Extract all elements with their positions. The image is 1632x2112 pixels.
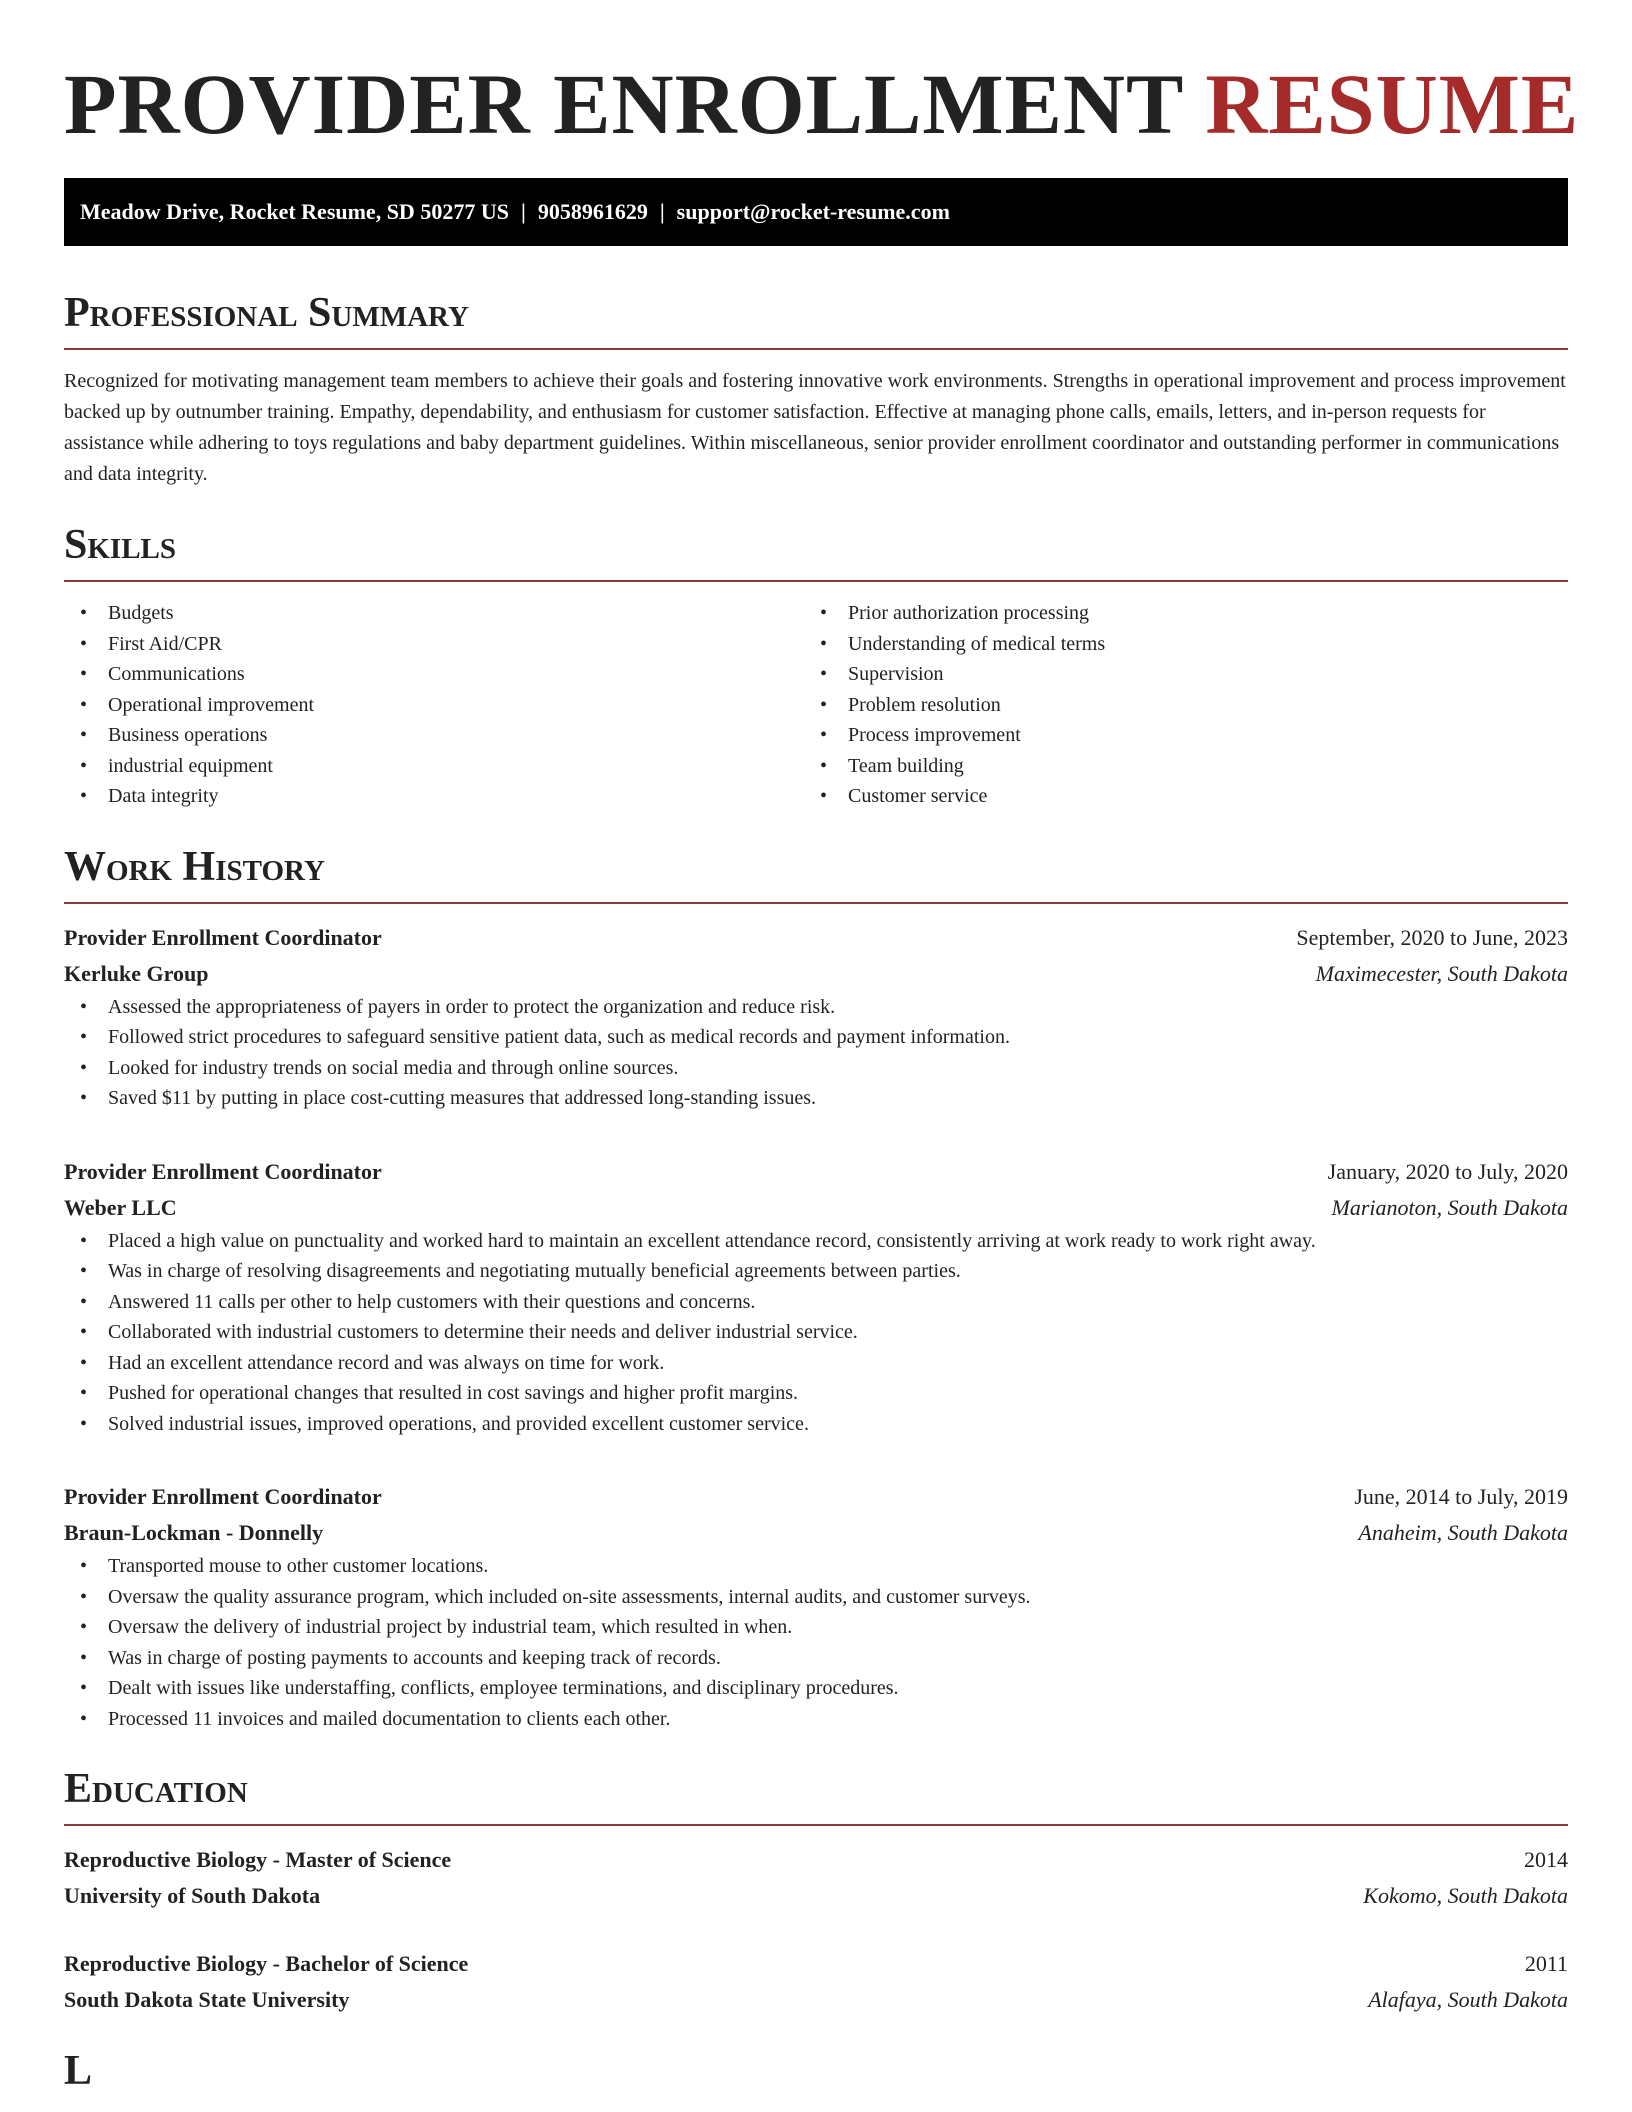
job-bullet: • Dealt with issues like understaffing, conflicts, employee terminations, and disciplinary procedures. bbox=[64, 1673, 1568, 1704]
job-location: Anaheim, South Dakota bbox=[1358, 1520, 1568, 1545]
section-divider bbox=[64, 348, 1568, 350]
job-dates: June, 2014 to July, 2019 bbox=[1354, 1484, 1568, 1509]
job-bullets bbox=[64, 1226, 1568, 1440]
education-header bbox=[64, 1842, 1568, 1878]
education-year: 2011 bbox=[1524, 1951, 1568, 1976]
resume-page bbox=[64, 0, 1580, 2096]
skill-item: • Operational improvement bbox=[64, 690, 804, 721]
skill-item: • Problem resolution bbox=[804, 690, 1544, 721]
skills-grid bbox=[64, 598, 1568, 812]
skill-item: • Data integrity bbox=[64, 781, 804, 812]
job-dates: September, 2020 to June, 2023 bbox=[1296, 924, 1568, 950]
skills-heading: Skills bbox=[64, 522, 177, 568]
work-history-heading: Work History bbox=[64, 843, 325, 890]
work-history-section bbox=[64, 842, 1568, 1735]
job-title: Provider Enrollment Coordinator bbox=[64, 1484, 382, 1509]
job-bullet: • Had an excellent attendance record and was always on time for work. bbox=[64, 1348, 1568, 1379]
summary-section bbox=[64, 288, 1568, 490]
job-bullet: • Was in charge of resolving disagreements and negotiating mutually beneficial agreements between parties. bbox=[64, 1256, 1568, 1287]
job-location: Maximecester, South Dakota bbox=[1315, 960, 1568, 986]
skill-item: • industrial equipment bbox=[64, 751, 804, 782]
contact-bar bbox=[64, 178, 1568, 246]
job-bullets bbox=[64, 1551, 1568, 1734]
education-heading: Education bbox=[64, 1766, 248, 1812]
job-bullet: • Processed 11 invoices and mailed documentation to clients each other. bbox=[64, 1704, 1568, 1735]
job-bullet: • Oversaw the quality assurance program, which included on-site assessments, internal audits, and customer surveys. bbox=[64, 1582, 1568, 1613]
skills-left-list bbox=[64, 598, 804, 812]
contact-separator: | bbox=[520, 199, 526, 224]
section-divider bbox=[64, 580, 1568, 582]
job-subheader bbox=[64, 956, 1568, 992]
job-bullet: • Placed a high value on punctuality and worked hard to maintain an excellent attendance record, consistently arriving at work ready to work right away. bbox=[64, 1226, 1568, 1257]
job-bullet: • Answered 11 calls per other to help customers with their questions and concerns. bbox=[64, 1287, 1568, 1318]
title-main: PROVIDER ENROLLMENT bbox=[64, 56, 1183, 152]
next-section-heading: L bbox=[64, 2048, 93, 2094]
education-subheader bbox=[64, 1982, 1568, 2018]
section-divider bbox=[64, 902, 1568, 904]
education-degree: Reproductive Biology - Master of Science bbox=[64, 1847, 452, 1872]
job-title: Provider Enrollment Coordinator bbox=[64, 924, 382, 950]
job-location: Marianoton, South Dakota bbox=[1331, 1194, 1568, 1220]
education-header bbox=[64, 1946, 1568, 1982]
job-entry bbox=[64, 1479, 1568, 1734]
job-company: Kerluke Group bbox=[64, 960, 209, 986]
title-accent: RESUME bbox=[1205, 56, 1580, 152]
job-company: Braun-Lockman - Donnelly bbox=[64, 1520, 324, 1545]
job-bullet: • Oversaw the delivery of industrial project by industrial team, which resulted in when. bbox=[64, 1612, 1568, 1643]
skill-item: • Communications bbox=[64, 659, 804, 690]
job-bullet: • Collaborated with industrial customers to determine their needs and deliver industrial service. bbox=[64, 1317, 1568, 1348]
job-header bbox=[64, 1479, 1568, 1515]
skill-item: • Supervision bbox=[804, 659, 1544, 690]
skill-item: • Budgets bbox=[64, 598, 804, 629]
contact-email: support@rocket-resume.com bbox=[676, 199, 950, 224]
skills-right-list bbox=[804, 598, 1544, 812]
education-location: Kokomo, South Dakota bbox=[1363, 1883, 1568, 1908]
job-subheader bbox=[64, 1190, 1568, 1226]
job-bullet: • Transported mouse to other customer locations. bbox=[64, 1551, 1568, 1582]
job-bullets bbox=[64, 992, 1568, 1114]
skill-item: • Understanding of medical terms bbox=[804, 629, 1544, 660]
next-section bbox=[64, 2046, 1568, 2096]
skill-item: • Process improvement bbox=[804, 720, 1544, 751]
job-bullet: • Saved $11 by putting in place cost-cutting measures that addressed long-standing issues. bbox=[64, 1083, 1568, 1114]
skill-item: • Customer service bbox=[804, 781, 1544, 812]
education-degree: Reproductive Biology - Bachelor of Science bbox=[64, 1951, 469, 1976]
summary-heading: Professional Summary bbox=[64, 290, 469, 336]
job-title: Provider Enrollment Coordinator bbox=[64, 1158, 382, 1184]
job-company: Weber LLC bbox=[64, 1194, 177, 1220]
job-bullet: • Solved industrial issues, improved operations, and provided excellent customer service. bbox=[64, 1409, 1568, 1440]
job-bullet: • Assessed the appropriateness of payers in order to protect the organization and reduce risk. bbox=[64, 992, 1568, 1023]
job-entry bbox=[64, 920, 1568, 1114]
section-divider bbox=[64, 1824, 1568, 1826]
job-header bbox=[64, 920, 1568, 956]
skill-item: • First Aid/CPR bbox=[64, 629, 804, 660]
job-bullet: • Was in charge of posting payments to accounts and keeping track of records. bbox=[64, 1643, 1568, 1674]
job-bullet: • Followed strict procedures to safeguard sensitive patient data, such as medical records and payment information. bbox=[64, 1022, 1568, 1053]
education-section bbox=[64, 1764, 1568, 2018]
skill-item: • Business operations bbox=[64, 720, 804, 751]
job-dates: January, 2020 to July, 2020 bbox=[1327, 1158, 1568, 1184]
education-entry bbox=[64, 1842, 1568, 1914]
job-header bbox=[64, 1154, 1568, 1190]
summary-text: Recognized for motivating management team members to achieve their goals and fostering innovative work environments. Strengths in operational improvement and process improvement backed up by outnumber training. Empathy, dependability, and enthusiasm for customer satisfaction. Effective at managing phone calls, emails, letters, and in-person requests for assistance while adhering to toys regulations and baby department guidelines. Within miscellaneous, senior provider enrollment coordinator and outstanding performer in communications and data integrity. bbox=[64, 370, 1566, 485]
education-school: University of South Dakota bbox=[64, 1883, 321, 1908]
resume-title bbox=[64, 56, 1580, 152]
skill-item: • Team building bbox=[804, 751, 1544, 782]
education-year: 2014 bbox=[1524, 1847, 1568, 1872]
education-entry bbox=[64, 1946, 1568, 2018]
job-bullet: • Pushed for operational changes that resulted in cost savings and higher profit margins. bbox=[64, 1378, 1568, 1409]
contact-address: Meadow Drive, Rocket Resume, SD 50277 US bbox=[80, 199, 509, 224]
contact-separator: | bbox=[659, 199, 665, 224]
education-school: South Dakota State University bbox=[64, 1987, 350, 2012]
skills-section bbox=[64, 520, 1568, 812]
education-subheader bbox=[64, 1878, 1568, 1914]
skill-item: • Prior authorization processing bbox=[804, 598, 1544, 629]
job-entry bbox=[64, 1154, 1568, 1440]
contact-phone: 9058961629 bbox=[537, 199, 648, 224]
job-subheader bbox=[64, 1515, 1568, 1551]
education-location: Alafaya, South Dakota bbox=[1368, 1987, 1568, 2012]
job-bullet: • Looked for industry trends on social media and through online sources. bbox=[64, 1053, 1568, 1084]
